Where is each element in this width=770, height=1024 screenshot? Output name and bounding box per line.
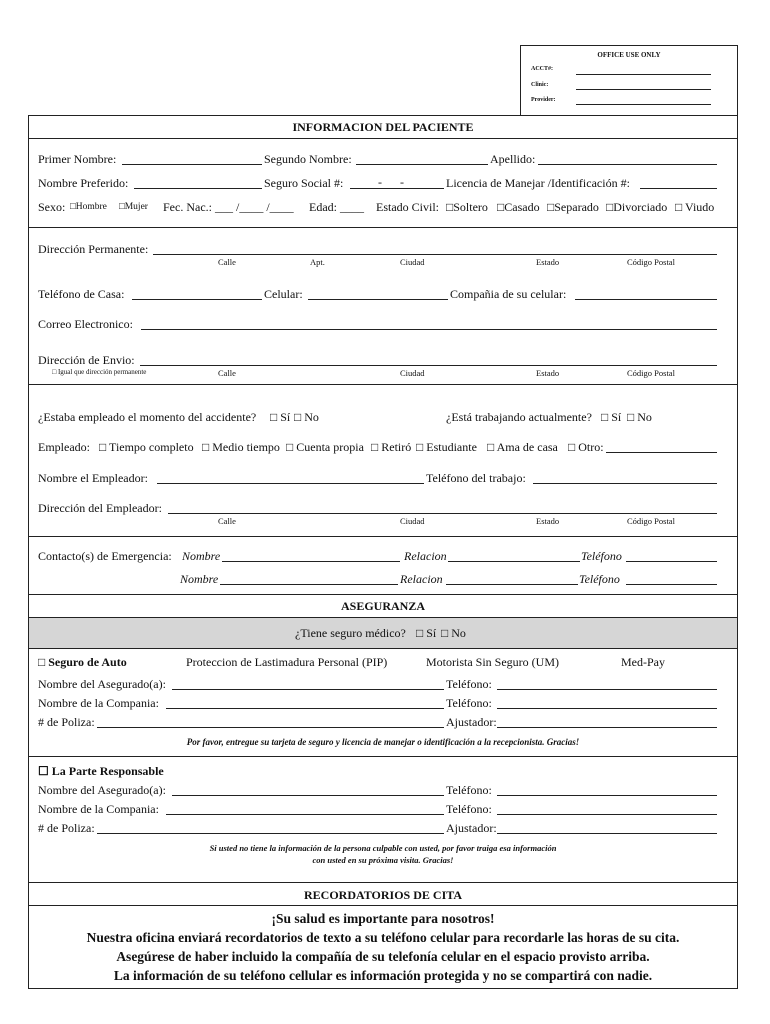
last-name-label: Apellido: (490, 152, 536, 166)
employer-name-field[interactable] (157, 483, 424, 484)
marital-label: Estado Civil: (376, 200, 439, 214)
auto-policy-label: # de Poliza: (38, 715, 95, 729)
carrier-field[interactable] (575, 299, 717, 300)
home-phone-field[interactable] (132, 299, 262, 300)
office-use-title: OFFICE USE ONLY (597, 51, 661, 59)
insurance-note: Por favor, entregue su tarjeta de seguro y licencia de manejar o identificación a la recepcionista. Gracias! (186, 737, 580, 747)
sub-label-street: Calle (218, 368, 236, 378)
auto-phone-label: Teléfono: (446, 677, 492, 691)
employed-label: Empleado: (38, 440, 90, 454)
divider (28, 384, 737, 385)
first-name-field[interactable] (122, 164, 262, 165)
responsible-party-checkbox[interactable]: ☐ La Parte Responsable (38, 764, 164, 778)
auto-insurance-checkbox[interactable]: □ Seguro de Auto (38, 655, 127, 669)
working-now-no[interactable]: □ No (627, 410, 652, 424)
auto-phone-label: Teléfono: (446, 696, 492, 710)
age-field[interactable]: Edad: ____ (309, 200, 364, 214)
license-label: Licencia de Manejar /Identificación #: (446, 176, 630, 190)
emergency-name-label: Nombre (182, 549, 221, 563)
marital-option[interactable]: □Soltero (446, 200, 488, 214)
auto-insured-name-field[interactable] (172, 689, 444, 690)
sex-label: Sexo: (38, 200, 66, 214)
last-name-field[interactable] (538, 164, 717, 165)
permanent-address-label: Dirección Permanente: (38, 242, 149, 256)
provider-field[interactable] (576, 104, 711, 105)
marital-option[interactable]: □Divorciado (606, 200, 668, 214)
emergency-name-label: Nombre (180, 572, 219, 586)
rp-phone-label: Teléfono: (446, 802, 492, 816)
mailing-address-label: Dirección de Envio: (38, 353, 135, 367)
insurance-yes[interactable]: □ Sí (416, 626, 437, 640)
employer-address-label: Dirección del Empleador: (38, 501, 162, 515)
employment-option[interactable]: □ Retiró (371, 440, 412, 454)
ssn-field[interactable] (350, 188, 444, 189)
auto-phone-field[interactable] (497, 689, 717, 690)
employer-address-field[interactable] (168, 513, 717, 514)
rp-insured-name-field[interactable] (172, 795, 444, 796)
license-field[interactable] (640, 188, 717, 189)
mailing-address-field[interactable] (140, 365, 717, 366)
rp-adjuster-label: Ajustador: (446, 821, 497, 835)
sex-male-checkbox[interactable]: □Hombre (70, 202, 107, 212)
sub-label-state: Estado (536, 368, 560, 378)
acct-label: ACCT#: (531, 66, 553, 72)
medpay-option: Med-Pay (621, 655, 665, 669)
other-employment-field[interactable] (606, 452, 717, 453)
emergency-phone-label: Teléfono (579, 572, 620, 586)
clinic-label: Clinic: (531, 82, 549, 88)
divider (28, 227, 737, 228)
emergency-relation-field[interactable] (448, 561, 580, 562)
insurance-no[interactable]: □ No (441, 626, 466, 640)
first-name-label: Primer Nombre: (38, 152, 117, 166)
ssn-dash: - (378, 175, 382, 189)
emergency-relation-field[interactable] (446, 584, 578, 585)
employment-option[interactable]: □ Ama de casa (487, 440, 558, 454)
reminder-line2: Nuestra oficina enviará recordatorios de texto a su teléfono celular para recordarle las horas de su cita. (86, 930, 680, 945)
divider (28, 882, 737, 883)
employment-option[interactable]: □ Medio tiempo (202, 440, 280, 454)
cell-field[interactable] (308, 299, 448, 300)
provider-label: Provider: (531, 97, 556, 103)
same-as-permanent-checkbox[interactable]: □ Igual que dirección permanente (52, 368, 147, 376)
rp-phone-label: Teléfono: (446, 783, 492, 797)
rp-company-label: Nombre de la Compania: (38, 802, 159, 816)
rp-phone-field[interactable] (497, 795, 717, 796)
marital-option[interactable]: □Casado (497, 200, 540, 214)
reminder-line4: La información de su teléfono cellular es información protegida y no se compartirá con nadie. (113, 968, 653, 983)
reminders-header: RECORDATORIOS DE CITA (303, 888, 463, 902)
divider (28, 536, 737, 537)
emergency-name-field[interactable] (220, 584, 398, 585)
working-now-question: ¿Está trabajando actualmente? (446, 410, 592, 424)
employer-name-label: Nombre el Empleador: (38, 471, 148, 485)
employed-at-accident-question: ¿Estaba empleado el momento del accidente? (38, 410, 257, 424)
auto-adjuster-label: Ajustador: (446, 715, 497, 729)
emergency-contact-label: Contacto(s) de Emergencia: (38, 549, 172, 563)
work-phone-label: Teléfono del trabajo: (426, 471, 526, 485)
sub-label-street: Calle (218, 516, 236, 526)
sub-label-city: Ciudad (400, 368, 425, 378)
emergency-relation-label: Relacion (400, 572, 443, 586)
middle-name-field[interactable] (356, 164, 488, 165)
rp-adjuster-field[interactable] (497, 833, 717, 834)
sub-label-street: Calle (218, 257, 236, 267)
ssn-dash: - (400, 175, 404, 189)
employment-option[interactable]: □ Tiempo completo (99, 440, 194, 454)
cell-label: Celular: (264, 287, 303, 301)
pip-option: Proteccion de Lastimadura Personal (PIP) (186, 655, 388, 669)
divider (28, 756, 737, 757)
sub-label-zip: Código Postal (627, 516, 675, 526)
reminder-line1: ¡Su salud es importante para nosotros! (271, 911, 495, 926)
sub-label-zip: Código Postal (627, 368, 675, 378)
sub-label-state: Estado (536, 257, 560, 267)
emergency-phone-field[interactable] (626, 584, 717, 585)
work-phone-field[interactable] (533, 483, 717, 484)
auto-phone-field[interactable] (497, 708, 717, 709)
auto-company-field[interactable] (166, 708, 444, 709)
home-phone-label: Teléfono de Casa: (38, 287, 125, 301)
permanent-address-field[interactable] (153, 254, 717, 255)
auto-adjuster-field[interactable] (497, 727, 717, 728)
email-label: Correo Electronico: (38, 317, 133, 331)
emergency-phone-label: Teléfono (581, 549, 622, 563)
emergency-relation-label: Relacion (404, 549, 447, 563)
um-option: Motorista Sin Seguro (UM) (426, 655, 559, 669)
sub-label-city: Ciudad (400, 516, 425, 526)
responsible-note-line1: Si usted no tiene la información de la persona culpable con usted, por favor traiga esa información (209, 843, 557, 853)
responsible-note-line2: con usted en su próxima visita. Gracias! (312, 855, 454, 865)
sub-label-zip: Código Postal (627, 257, 675, 267)
marital-option[interactable]: □Separado (547, 200, 599, 214)
rp-company-field[interactable] (166, 814, 444, 815)
working-now-yes[interactable]: □ Sí (601, 410, 622, 424)
rp-policy-field[interactable] (97, 833, 444, 834)
rp-policy-label: # de Poliza: (38, 821, 95, 835)
dob-field[interactable]: Fec. Nac.: ___ /____ /____ (163, 200, 294, 214)
carrier-label: Compañia de su celular: (450, 287, 567, 301)
employed-at-accident-no[interactable]: □ No (294, 410, 319, 424)
auto-company-label: Nombre de la Compania: (38, 696, 159, 710)
sex-female-checkbox[interactable]: □Mujer (119, 202, 148, 212)
employment-option[interactable]: □ Estudiante (416, 440, 477, 454)
email-field[interactable] (141, 329, 717, 330)
employment-option[interactable]: □ Cuenta propia (286, 440, 364, 454)
middle-name-label: Segundo Nombre: (264, 152, 352, 166)
clinic-field[interactable] (576, 89, 711, 90)
rp-insured-name-label: Nombre del Asegurado(a): (38, 783, 166, 797)
sub-label-apt: Apt. (310, 257, 325, 267)
divider (28, 138, 737, 139)
divider (28, 594, 737, 595)
divider (28, 905, 737, 906)
rp-phone-field[interactable] (497, 814, 717, 815)
marital-option[interactable]: □ Viudo (675, 200, 715, 214)
sub-label-state: Estado (536, 516, 560, 526)
employed-at-accident-yes[interactable]: □ Sí (270, 410, 291, 424)
emergency-name-field[interactable] (222, 561, 400, 562)
insurance-header: ASEGURANZA (340, 599, 425, 613)
ssn-label: Seguro Social #: (264, 176, 344, 190)
acct-field[interactable] (576, 74, 711, 75)
auto-policy-field[interactable] (97, 727, 444, 728)
reminder-line3: Asegúrese de haber incluido la compañía de su telefonía celular en el espacio provisto arriba. (116, 949, 650, 964)
insurance-question: ¿Tiene seguro médico? (295, 626, 406, 640)
patient-header: INFORMACION DEL PACIENTE (292, 120, 474, 134)
preferred-name-field[interactable] (134, 188, 262, 189)
sub-label-city: Ciudad (400, 257, 425, 267)
auto-insured-name-label: Nombre del Asegurado(a): (38, 677, 166, 691)
emergency-phone-field[interactable] (626, 561, 717, 562)
employment-option[interactable]: □ Otro: (568, 440, 604, 454)
preferred-name-label: Nombre Preferido: (38, 176, 129, 190)
